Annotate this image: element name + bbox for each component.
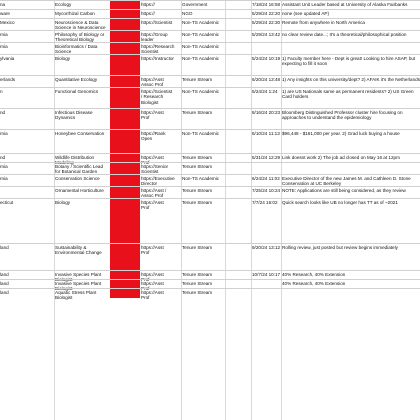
link-cell[interactable]: https://Asst Prof xyxy=(141,245,164,256)
date-cell[interactable]: 9/20/24 13:12 xyxy=(252,245,281,250)
date-cell[interactable]: 5/29/24 22:20 xyxy=(252,11,281,16)
red-status-cell xyxy=(110,55,140,76)
location-cell[interactable]: rnia xyxy=(0,32,8,37)
sector-cell[interactable]: Non-TS Academic xyxy=(182,131,220,136)
notes-cell[interactable]: no clear review date...; It's a theoretical/philosophical position xyxy=(282,32,407,37)
notes-cell[interactable]: 40% Research, 40% Extension xyxy=(282,272,346,277)
date-cell[interactable]: 7/7/24 16:02 xyxy=(252,200,278,205)
link-cell[interactable]: https://Asst / Assoc Prof xyxy=(141,188,167,199)
location-cell[interactable]: Mexico xyxy=(0,20,15,25)
location-cell[interactable]: ylvania xyxy=(0,56,15,61)
field-cell[interactable]: Ornamental Horticulture xyxy=(55,188,104,193)
location-cell[interactable]: land xyxy=(0,272,9,277)
location-cell[interactable]: ware xyxy=(0,11,10,16)
location-cell[interactable]: rnia xyxy=(0,44,8,49)
sector-cell[interactable]: Tenure Stream xyxy=(182,245,213,250)
sector-cell[interactable]: Tenure Stream xyxy=(182,188,213,193)
sector-cell[interactable]: Non-TS Academic xyxy=(182,176,220,181)
sector-cell[interactable]: Tenure Stream xyxy=(182,272,213,277)
notes-cell[interactable]: Assistant Unit Leader based at University of Alaska Fairbanks xyxy=(282,2,408,7)
notes-cell[interactable]: 40% Research, 40% Extension xyxy=(282,281,346,286)
notes-cell[interactable]: Rolling review, just posted but review begins immediately xyxy=(282,245,398,250)
notes-cell[interactable]: 1) are US Nationals same as permanent residents? 2) US Green Card holders xyxy=(282,89,414,100)
table-row[interactable] xyxy=(0,108,420,130)
link-cell[interactable]: https://Asst Prof xyxy=(141,155,164,166)
location-cell[interactable]: land xyxy=(0,290,9,295)
date-cell[interactable] xyxy=(252,290,282,298)
link-cell[interactable]: https:// xyxy=(141,2,155,7)
link-cell[interactable]: https://Executive Director xyxy=(141,176,175,187)
notes-cell[interactable]: Link doesnt work 2) The job ad closed on May 16 at 12pm xyxy=(282,155,400,160)
link-cell[interactable]: https://Rank Open xyxy=(141,131,166,142)
location-cell[interactable]: rnia xyxy=(0,164,8,169)
date-cell[interactable]: 5/31/24 12:29 xyxy=(252,155,281,160)
table-row[interactable] xyxy=(0,54,420,76)
red-status-cell xyxy=(110,109,140,130)
date-cell[interactable]: 5/24/24 1:24 xyxy=(252,89,278,94)
date-cell[interactable]: 8/16/24 20:23 xyxy=(252,110,281,115)
sector-cell[interactable]: Non-TS Academic xyxy=(182,56,220,61)
location-cell[interactable]: nd xyxy=(0,155,6,160)
link-cell[interactable]: https://Asst Prof xyxy=(141,290,164,301)
sector-cell[interactable]: Tenure Stream xyxy=(182,155,213,160)
field-cell[interactable]: Biology xyxy=(55,200,71,205)
red-status-cell xyxy=(110,199,140,244)
date-cell[interactable]: 6/24/24 11:02 xyxy=(252,176,280,181)
field-cell[interactable]: Quantitative Ecology xyxy=(55,77,98,82)
sector-cell[interactable]: Government xyxy=(182,2,208,7)
table-row[interactable] xyxy=(0,243,420,271)
link-cell[interactable]: https://Senior Scientist xyxy=(141,164,169,175)
field-cell[interactable]: Sustainability & Environmental Change xyxy=(55,245,102,256)
field-cell[interactable]: Botany / Scientific Lead for Botanical Garden xyxy=(55,164,104,175)
table-row[interactable] xyxy=(0,198,420,244)
date-cell[interactable]: 10/7/24 10:17 xyxy=(252,272,281,277)
link-cell[interactable]: https://Asst Prof xyxy=(141,200,164,211)
sector-cell[interactable]: Non-TS Academic xyxy=(182,89,220,94)
location-cell[interactable]: land xyxy=(0,281,9,286)
red-status-cell xyxy=(110,289,140,298)
date-cell[interactable]: 6/20/24 13:48 xyxy=(252,77,281,82)
link-cell[interactable]: https://Group leader xyxy=(141,32,168,43)
field-cell[interactable]: Neuroscience & Data Science in Neuroscience xyxy=(55,20,106,31)
link-cell[interactable]: https://Scientist xyxy=(141,20,173,25)
notes-cell[interactable] xyxy=(282,290,420,298)
field-cell[interactable]: Aquatic Stress Plant Biologist xyxy=(55,290,97,301)
location-cell[interactable]: na xyxy=(0,2,6,7)
link-cell[interactable]: https://Asst Prof xyxy=(141,281,164,292)
red-status-cell xyxy=(110,88,140,109)
field-cell[interactable]: Biology xyxy=(55,56,71,61)
red-status-cell xyxy=(110,130,140,154)
field-cell[interactable]: Functional Genomics xyxy=(55,89,99,94)
date-cell[interactable]: 7/18/24 16:58 xyxy=(252,2,281,7)
notes-cell[interactable]: $96,448 - $161,000 per year. 2) Grad luck buying a house xyxy=(282,131,400,136)
link-cell[interactable]: https://Asst Prof xyxy=(141,110,164,121)
date-cell[interactable]: 6/10/24 11:13 xyxy=(252,131,280,136)
link-cell[interactable]: https:// xyxy=(141,11,155,16)
field-cell[interactable]: Conservation Science xyxy=(55,176,100,181)
link-cell[interactable]: https://Scientist / Research Biologist xyxy=(141,89,173,105)
table-row[interactable] xyxy=(0,129,420,154)
sector-cell[interactable]: Non-TS Academic xyxy=(182,44,220,49)
date-cell[interactable]: 5/29/24 13:42 xyxy=(252,32,281,37)
red-status-cell xyxy=(110,244,140,271)
notes-cell[interactable]: 1) Any insights on this university/dept? 2) AFAIK it's the Netherlands xyxy=(282,77,420,82)
field-cell[interactable]: Invasive Species Plant Biologist xyxy=(55,281,102,292)
notes-cell[interactable]: Executive Director of the new James M. and Cathleen D. Stone Conservation at UC Berkeley xyxy=(282,176,411,187)
link-cell[interactable]: https://Research Scientist xyxy=(141,44,175,55)
sector-cell[interactable]: Tenure Stream xyxy=(182,110,213,115)
sector-cell[interactable]: Tenure Stream xyxy=(182,281,213,286)
date-cell[interactable]: 7/25/24 10:24 xyxy=(252,188,281,193)
notes-cell[interactable]: Quick search looks like UB no longer has TT as of ~2021 xyxy=(282,200,398,205)
sector-cell[interactable]: Non-TS Academic xyxy=(182,32,220,37)
link-cell[interactable]: https://Asst Assoc Prof xyxy=(141,77,164,88)
field-cell[interactable]: Invasive Species Plant Biologist xyxy=(55,272,102,283)
sector-cell[interactable]: Non-TS Academic xyxy=(182,20,220,25)
notes-cell[interactable]: NOTE: Applications are still being considered, as they review xyxy=(282,188,406,193)
field-cell[interactable]: Philosophy of Biology or Theoretical Biology xyxy=(55,32,105,43)
field-cell[interactable]: Honeybee Conservation xyxy=(55,131,105,136)
field-cell[interactable]: Wildlife Distribution Modeling xyxy=(55,155,95,166)
notes-cell[interactable]: Bloomberg Distinguished Professor cluster hire focusing on approaches to understand the epidemiology xyxy=(282,110,403,121)
location-cell[interactable]: ecticut xyxy=(0,200,14,205)
sector-cell[interactable]: Tenure Stream xyxy=(182,290,213,295)
sector-cell[interactable]: NGO xyxy=(182,11,193,16)
location-cell[interactable]: rnia xyxy=(0,176,8,181)
field-cell[interactable]: Bioinformatics / Data Science xyxy=(55,44,98,55)
sector-cell[interactable]: Tenure Stream xyxy=(182,77,213,82)
location-cell[interactable]: n xyxy=(0,89,3,94)
sector-cell[interactable]: Tenure Stream xyxy=(182,164,213,169)
link-cell[interactable]: https://Asst Prof xyxy=(141,272,164,283)
link-cell[interactable]: https://Instructor xyxy=(141,56,174,61)
notes-cell[interactable]: 1) Faculty member here - Dept is great! Looking to hire ASAP, but expecting to fill it soon xyxy=(282,56,416,67)
field-cell[interactable]: Infectious Disease Dynamics xyxy=(55,110,93,121)
field-cell[interactable]: Ecology xyxy=(55,2,72,7)
location-cell[interactable]: nd xyxy=(0,110,6,115)
location-cell[interactable]: land xyxy=(0,245,9,250)
date-cell[interactable]: 5/24/24 10:19 xyxy=(252,56,281,61)
field-cell[interactable]: Mycorrhizal Carbon xyxy=(55,11,95,16)
date-cell[interactable]: 5/29/24 22:30 xyxy=(252,20,281,25)
notes-cell[interactable]: Remote from anywhere in North America xyxy=(282,20,365,25)
location-cell[interactable]: rnia xyxy=(0,131,8,136)
notes-cell[interactable]: none (see updated AP) xyxy=(282,11,329,16)
location-cell[interactable]: erlands xyxy=(0,77,16,82)
table-row[interactable] xyxy=(0,288,420,301)
table-row[interactable] xyxy=(0,87,420,109)
sector-cell[interactable]: Tenure Stream xyxy=(182,200,213,205)
